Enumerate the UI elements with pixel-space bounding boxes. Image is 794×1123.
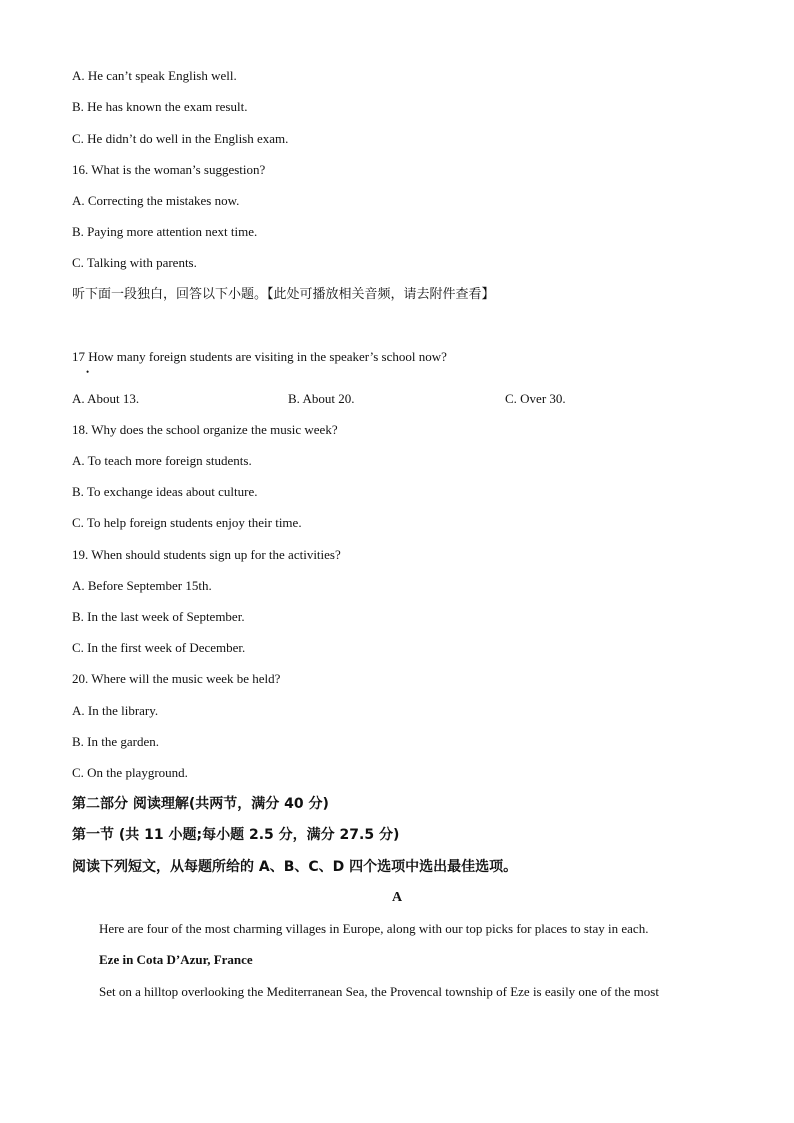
q15-option-b: B. He has known the exam result. bbox=[72, 99, 248, 114]
q16-option-c: C. Talking with parents. bbox=[72, 255, 197, 270]
passage-subheading: Eze in Cota D’Azur, France bbox=[99, 952, 253, 967]
q17-option-a: A. About 13. bbox=[72, 391, 140, 406]
passage-label: A bbox=[391, 890, 403, 905]
q16-option-b: B. Paying more attention next time. bbox=[72, 224, 258, 239]
q20-option-a: A. In the library. bbox=[72, 703, 159, 718]
q17-option-b: B. About 20. bbox=[288, 391, 355, 406]
reading-instruction: 阅读下列短文，从每题所给的 A、B、C、D 四个选项中选出最佳选项。 bbox=[72, 859, 518, 875]
q19-option-a: A. Before September 15th. bbox=[72, 578, 212, 593]
q17-options bbox=[72, 391, 722, 407]
q15-option-c: C. He didn’t do well in the English exam. bbox=[72, 131, 289, 146]
q18-option-b: B. To exchange ideas about culture. bbox=[72, 484, 258, 499]
listening-instruction: 听下面一段独白，回答以下小题。【此处可播放相关音频，请去附件查看】 bbox=[72, 287, 495, 302]
q16-option-a: A. Correcting the mistakes now. bbox=[72, 193, 240, 208]
passage-paragraph: Set on a hilltop overlooking the Mediterranean Sea, the Provencal township of Eze is easily one of the most bbox=[99, 984, 659, 999]
q20-question: 20. Where will the music week be held? bbox=[72, 671, 281, 686]
stray-dot-mark: • bbox=[86, 367, 90, 377]
q20-option-b: B. In the garden. bbox=[72, 734, 160, 749]
q18-option-a: A. To teach more foreign students. bbox=[72, 453, 252, 468]
q18-option-c: C. To help foreign students enjoy their time. bbox=[72, 515, 302, 530]
q16-question: 16. What is the woman’s suggestion? bbox=[72, 162, 266, 177]
q17-option-c: C. Over 30. bbox=[505, 391, 566, 406]
section1-heading: 第一节 (共 11 小题;每小题 2.5 分，满分 27.5 分) bbox=[72, 827, 400, 843]
passage-intro: Here are four of the most charming villages in Europe, along with our top picks for places to stay in each. bbox=[99, 921, 649, 936]
q20-option-c: C. On the playground. bbox=[72, 765, 188, 780]
q19-question: 19. When should students sign up for the activities? bbox=[72, 547, 341, 562]
q19-option-c: C. In the first week of December. bbox=[72, 640, 246, 655]
part2-heading: 第二部分 阅读理解(共两节，满分 40 分) bbox=[72, 796, 329, 812]
q15-option-a: A. He can’t speak English well. bbox=[72, 68, 237, 83]
q19-option-b: B. In the last week of September. bbox=[72, 609, 245, 624]
q17-question: 17 How many foreign students are visiting in the speaker’s school now? bbox=[72, 349, 447, 364]
q18-question: 18. Why does the school organize the music week? bbox=[72, 422, 338, 437]
